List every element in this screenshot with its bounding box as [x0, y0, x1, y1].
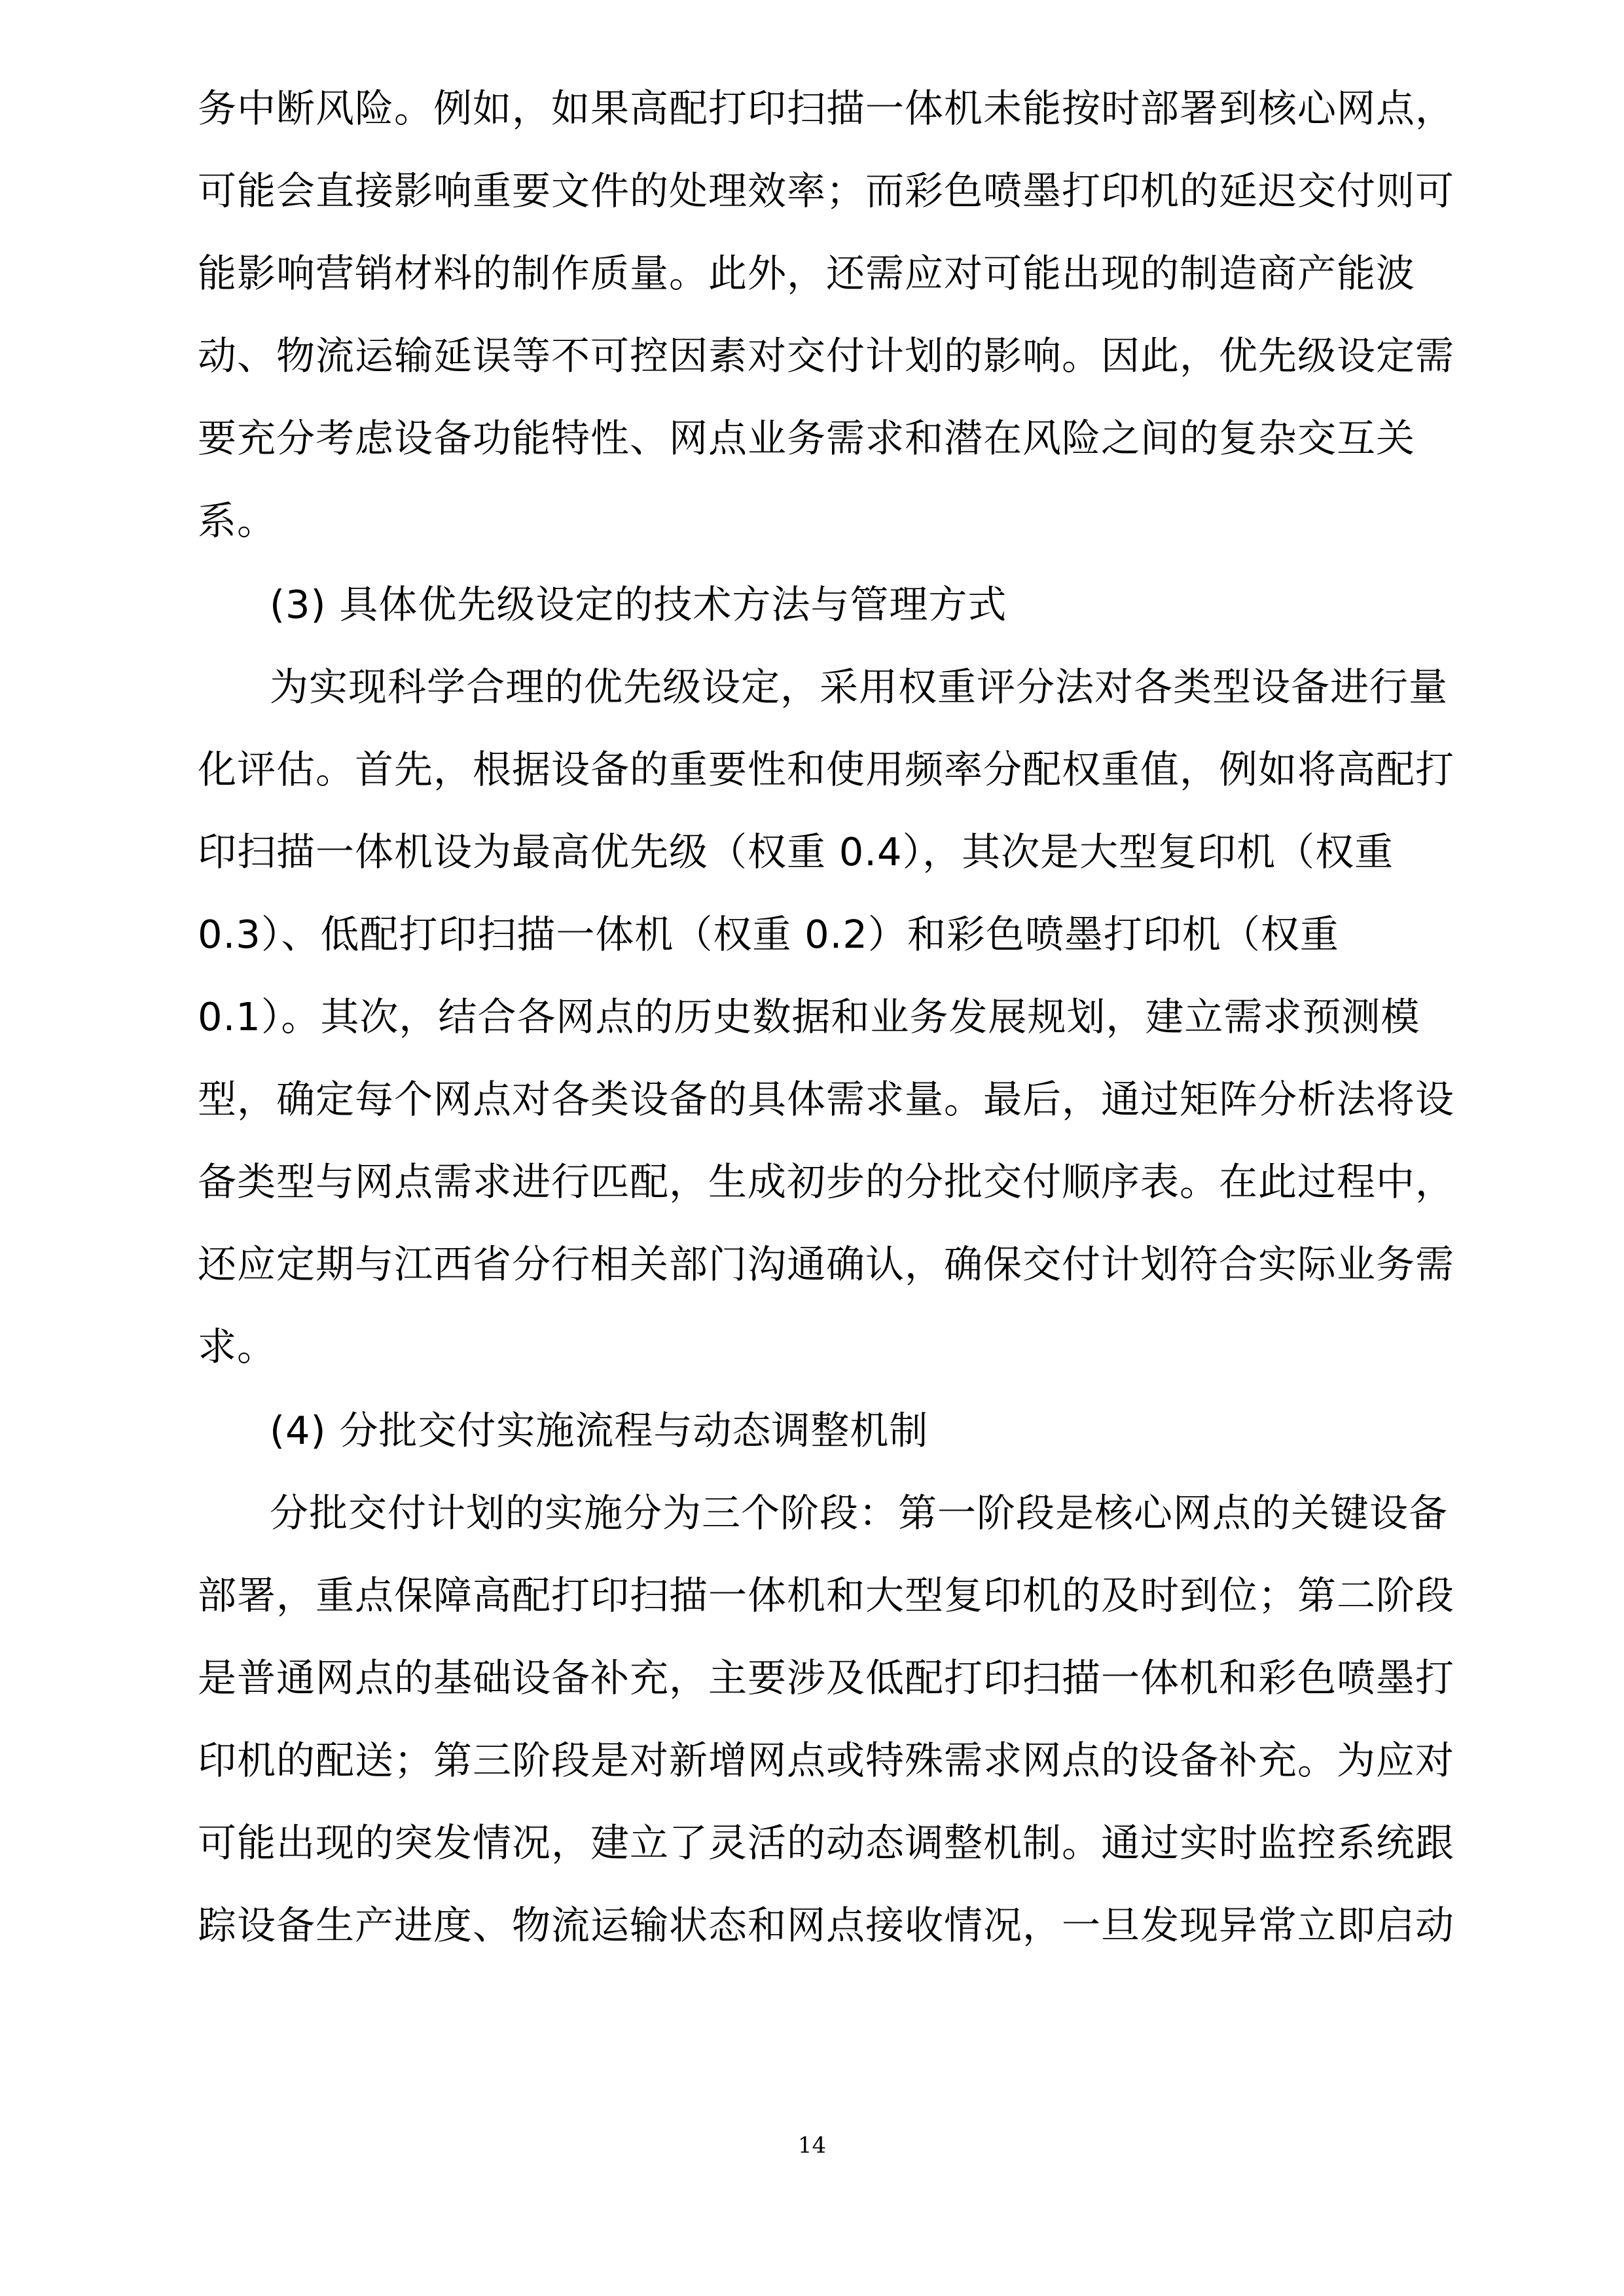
text-line: 印扫描一体机设为最高优先级（权重 0.4），其次是大型复印机（权重: [198, 829, 1394, 874]
text-line: 系。: [198, 498, 277, 543]
text-line: 务中断风险。例如，如果高配打印扫描一体机未能按时部署到核心网点，: [198, 86, 1455, 131]
text-line: 还应定期与江西省分行相关部门沟通确认，确保交付计划符合实际业务需: [198, 1242, 1455, 1287]
text-line: 化评估。首先，根据设备的重要性和使用频率分配权重值，例如将高配打: [198, 747, 1455, 792]
text-line: 为实现科学合理的优先级设定，采用权重评分法对各类型设备进行量: [270, 664, 1449, 709]
text-line: 部署，重点保障高配打印扫描一体机和大型复印机的及时到位；第二阶段: [198, 1573, 1455, 1618]
text-line: 印机的配送；第三阶段是对新增网点或特殊需求网点的设备补充。为应对: [198, 1738, 1455, 1783]
section-heading-3: (3) 具体优先级设定的技术方法与管理方式: [270, 582, 1007, 627]
text-line: 0.1）。其次，结合各网点的历史数据和业务发展规划，建立需求预测模: [198, 994, 1420, 1039]
page-number: 14: [797, 2132, 827, 2159]
text-line: 能影响营销材料的制作质量。此外，还需应对可能出现的制造商产能波: [198, 251, 1416, 296]
section-heading-4: (4) 分批交付实施流程与动态调整机制: [270, 1408, 929, 1453]
text-line: 踪设备生产进度、物流运输状态和网点接收情况，一旦发现异常立即启动: [198, 1903, 1455, 1948]
text-line: 0.3）、低配打印扫描一体机（权重 0.2）和彩色喷墨打印机（权重: [198, 912, 1339, 957]
text-line: 要充分考虑设备功能特性、网点业务需求和潜在风险之间的复杂交互关: [198, 416, 1416, 461]
text-line: 是普通网点的基础设备补充，主要涉及低配打印扫描一体机和彩色喷墨打: [198, 1655, 1455, 1700]
text-line: 备类型与网点需求进行匹配，生成初步的分批交付顺序表。在此过程中，: [198, 1159, 1455, 1204]
text-line: 求。: [198, 1324, 277, 1369]
text-line: 分批交付计划的实施分为三个阶段：第一阶段是核心网点的关键设备: [270, 1490, 1449, 1535]
text-line: 可能出现的突发情况，建立了灵活的动态调整机制。通过实时监控系统跟: [198, 1820, 1455, 1865]
text-line: 型，确定每个网点对各类设备的具体需求量。最后，通过矩阵分析法将设: [198, 1077, 1455, 1122]
text-line: 动、物流运输延误等不可控因素对交付计划的影响。因此，优先级设定需: [198, 333, 1455, 378]
text-line: 可能会直接影响重要文件的处理效率；而彩色喷墨打印机的延迟交付则可: [198, 168, 1455, 213]
